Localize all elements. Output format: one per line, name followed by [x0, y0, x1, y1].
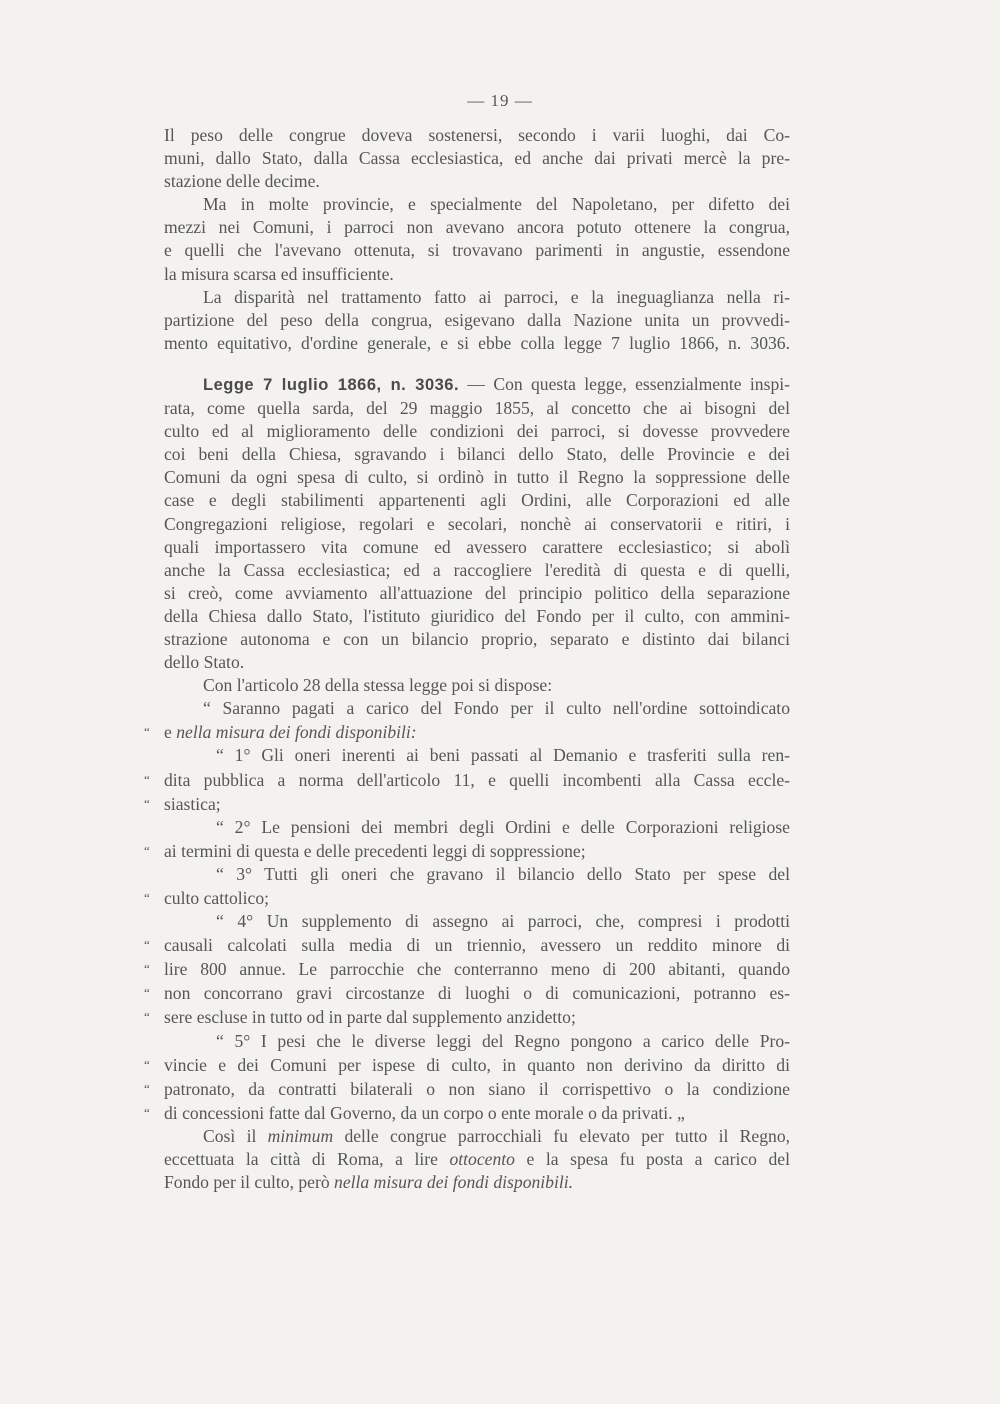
paragraph [164, 674, 790, 697]
text-line [164, 863, 790, 886]
text-line: La disparità nel trattamento fatto ai parroci, e la ineguaglianza nella ri- [203, 286, 790, 307]
text-fragment: non concorrano gravi circostanze di luoghi o di comunicazioni, potranno es- [164, 983, 790, 1004]
text-fragment: causali calcolati sulla media di un triennio, avessero un reddito minore di [164, 935, 790, 956]
text-line: stazione delle decime. [164, 171, 320, 192]
page-number: — 19 — [467, 91, 533, 110]
text-fragment: Saranno pagati a carico del Fondo per il culto nell'ordine sottoindicato [222, 698, 790, 719]
quote-mark: “ [144, 961, 150, 977]
text-fragment: 2° Le pensioni dei membri degli Ordini e delle Corporazioni religiose [234, 816, 790, 837]
paragraph [164, 1125, 790, 1194]
text-line [144, 839, 790, 863]
text-line: Ma in molte provincie, e specialmente del Napoletano, per difetto dei [203, 194, 790, 215]
text-fragment: lire 800 annue. Le parrocchie che conterranno meno di 200 abitanti, quando [164, 959, 790, 980]
text-line: anche la Cassa ecclesiastica; ed a raccogliere l'eredità di questa e di quelli, [164, 559, 790, 580]
text-fragment: vincie e dei Comuni per ispese di culto, in quanto non derivino da diritto di [164, 1054, 790, 1075]
text-line [164, 1148, 790, 1171]
text-fragment: Così il [203, 1125, 268, 1146]
text-line [144, 768, 790, 792]
quote-mark: “ [144, 1009, 150, 1025]
text-fragment: siastica; [164, 793, 221, 814]
paragraph [164, 193, 790, 285]
text-line: si creò, come avviamento all'attuazione del principio politico della separazione [164, 582, 790, 603]
quote-mark: “ [144, 937, 150, 953]
italic-text: ottocento [449, 1149, 515, 1170]
quote-mark: “ [203, 698, 211, 719]
text-line [164, 373, 790, 397]
quote-mark: “ [144, 724, 150, 740]
text-fragment: dita pubblica a norma dell'articolo 11, e quelli incombenti alla Cassa eccle- [164, 769, 790, 790]
quote-mark: “ [144, 1080, 150, 1096]
text-line: culto ed al miglioramento delle condizioni dei parroci, si dovesse provvedere [164, 421, 790, 442]
quote-mark: “ [216, 816, 224, 837]
text-line: dello Stato. [164, 652, 245, 673]
text-fragment: ai termini di questa e delle precedenti leggi di soppressione; [164, 840, 586, 861]
quote-mark: “ [216, 745, 224, 766]
text-line [144, 1053, 790, 1077]
paragraph [164, 373, 790, 674]
text-fragment: di concessioni fatte dal Governo, da un corpo o ente morale o da privati. [164, 1102, 673, 1123]
italic-text: nella misura dei fondi disponibili. [334, 1172, 574, 1193]
text-line [164, 1171, 790, 1194]
text-line: coi beni della Chiesa, sgravando i bilanci dello Stato, delle Provincie e dei [164, 444, 790, 465]
text-line: muni, dallo Stato, dalla Cassa ecclesiastica, ed anche dai privati mercè la pre- [164, 148, 790, 169]
italic-text: minimum [267, 1125, 334, 1146]
text-line [144, 933, 790, 957]
text-fragment: — Con questa legge, essenzialmente inspi- [467, 373, 790, 394]
paragraph [164, 286, 790, 355]
body-text [144, 124, 791, 1194]
text-line: la misura scarsa ed insufficiente. [164, 263, 394, 284]
text-line: rata, come quella sarda, del 29 maggio 1855, al concetto che ai bisogni del [164, 398, 790, 419]
text-fragment: e [164, 722, 177, 743]
text-line [144, 792, 790, 816]
text-line: Il peso delle congrue doveva sostenersi, secondo i varii luoghi, dai Co- [164, 125, 790, 145]
text-line: Con l'articolo 28 della stessa legge poi si dispose: [203, 675, 553, 696]
text-line [164, 910, 790, 933]
text-line: della Chiesa dallo Stato, l'istituto giuridico del Fondo per il culto, con ammini- [164, 605, 790, 626]
text-line: Congregazioni religiose, regolari e secolari, nonchè ai conservatorii e ritiri, i [164, 513, 790, 534]
text-fragment: 4° Un supplemento di assegno ai parroci, che, compresi i prodotti [237, 911, 790, 932]
text-line [144, 886, 790, 910]
quote-mark: “ [144, 1104, 150, 1120]
text-fragment: sere escluse in tutto od in parte dal supplemento anzidetto; [164, 1007, 576, 1028]
text-line: strazione autonoma e con un bilancio proprio, separato e distinto dai bilanci [164, 628, 790, 649]
text-fragment: delle congrue parrocchiali fu elevato per tutto il Regno, [333, 1125, 791, 1146]
text-fragment: 3° Tutti gli oneri che gravano il bilancio dello Stato per spese del [236, 863, 790, 884]
text-line [144, 957, 790, 981]
italic-text: nella misura dei fondi disponibili: [176, 722, 417, 743]
text-line [144, 981, 790, 1005]
text-line [164, 816, 790, 839]
paragraph [164, 124, 790, 193]
quote-mark: “ [144, 771, 150, 787]
text-line [164, 1125, 790, 1148]
text-line: partizione del peso della congrua, esigevano dalla Nazione unita un provvedi- [164, 309, 790, 330]
quote-mark: “ [216, 1030, 224, 1051]
text-fragment: eccettuata la città di Roma, a lire [164, 1149, 450, 1170]
quote-mark: “ [144, 795, 150, 811]
text-line [164, 1030, 790, 1053]
text-line [144, 1005, 790, 1029]
closing-quote-mark: „ [677, 1102, 685, 1123]
text-line [164, 697, 790, 720]
text-fragment: 1° Gli oneri inerenti ai beni passati al Demanio e trasferiti sulla ren- [234, 745, 790, 766]
text-line: Comuni da ogni spesa di culto, si ordinò in tutto il Regno la soppressione delle [164, 467, 790, 488]
text-line [144, 720, 790, 744]
quote-mark: “ [216, 863, 224, 884]
quote-mark: “ [144, 842, 150, 858]
text-fragment: patronato, da contratti bilaterali o non siano il corrispettivo o la condizione [164, 1078, 790, 1099]
text-fragment: culto cattolico; [164, 888, 270, 908]
text-line: quali importassero vita comune ed avessero carattere ecclesiastico; si abolì [164, 536, 790, 557]
text-line [144, 1077, 790, 1101]
text-line: mezzi nei Comuni, i parroci non avevano ancora potuto ottenere la congrua, [164, 217, 790, 238]
quoted-article [144, 697, 790, 1125]
text-line [144, 1101, 790, 1125]
quote-mark: “ [144, 890, 150, 905]
section-heading: Legge 7 luglio 1866, n. 3036. [203, 375, 460, 394]
text-line [164, 744, 790, 767]
text-fragment: 5° I pesi che le diverse leggi del Regno pongono a carico delle Pro- [234, 1030, 790, 1051]
text-line: mento equitativo, d'ordine generale, e si ebbe colla legge 7 luglio 1866, n. 3036. [164, 332, 790, 353]
text-fragment: Fondo per il culto, però [164, 1172, 335, 1193]
text-line: e quelli che l'avevano ottenuta, si trovavano parimenti in angustie, essendone [164, 240, 790, 261]
text-fragment: e la spesa fu posta a carico del [514, 1149, 790, 1170]
quote-mark: “ [144, 985, 150, 1001]
quote-mark: “ [216, 911, 224, 932]
text-line: case e degli stabilimenti appartenenti agli Ordini, alle Corporazioni ed alle [164, 490, 790, 511]
quote-mark: “ [144, 1056, 150, 1072]
